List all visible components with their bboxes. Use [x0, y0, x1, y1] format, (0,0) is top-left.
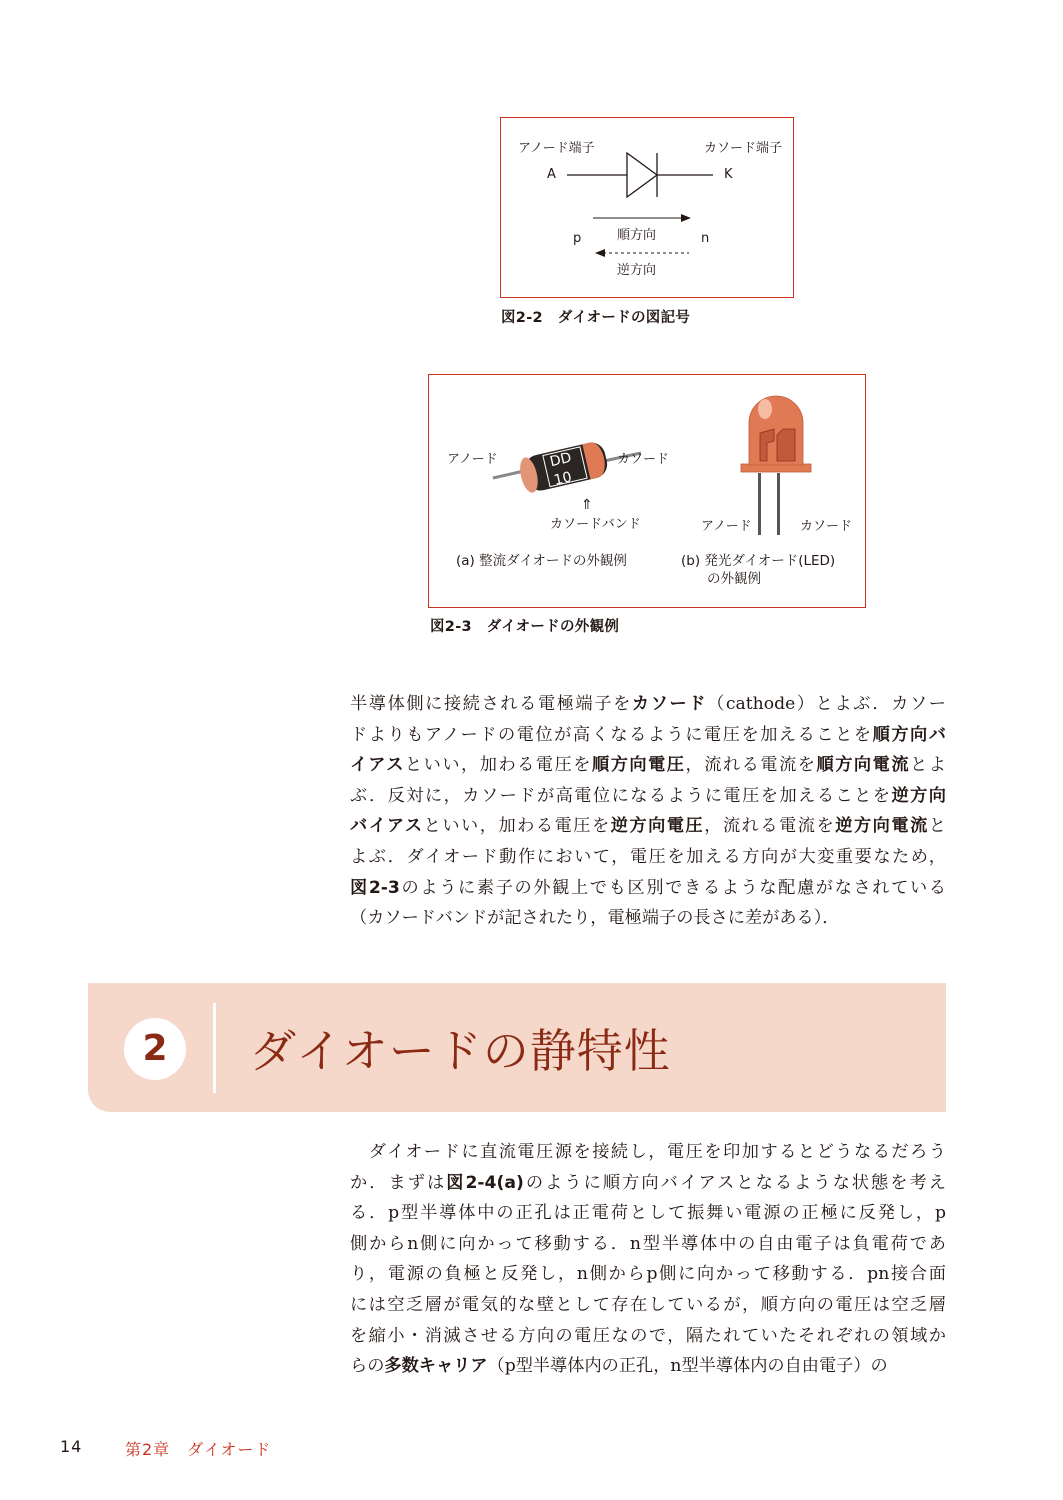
text-run: ，流れる電流を [685, 755, 817, 776]
rectifier-cathode-label: カソード [617, 452, 670, 467]
led-anode-label: アノード [701, 519, 752, 534]
cathode-band-label: カソードバンド [550, 517, 641, 532]
body-paragraph-2 [350, 1137, 946, 1382]
text-run: （p型半導体内の正孔，n型半導体内の自由電子）の [487, 1356, 888, 1377]
section-number: 2 [124, 1018, 186, 1080]
anode-a-label: A [547, 167, 556, 182]
anode-terminal-label: アノード端子 [518, 141, 595, 156]
figure-2-2-caption: 図2-2 ダイオードの図記号 [501, 310, 691, 326]
led-anode-lead [758, 473, 761, 535]
diode-triangle [627, 153, 657, 197]
text-line [350, 1321, 946, 1352]
text-line [350, 689, 946, 720]
figure-diode-appearance [428, 374, 866, 608]
text-run: か．まずは [350, 1172, 447, 1193]
bold-term: 順方向電流 [816, 755, 911, 776]
text-line [350, 1198, 946, 1229]
text-run: を縮小・消滅させる方向の電圧なので，隔たれていたそれぞれの領域か [350, 1325, 946, 1346]
text-run: り，電源の負極と反発し，n側からp側に向かって移動する．pn接合面 [350, 1264, 946, 1285]
led-subcaption-line2: の外観例 [707, 571, 761, 587]
text-run: と [928, 816, 946, 837]
text-run: ダイオードに直流電圧源を接続し，電圧を印加するとどうなるだろう [350, 1142, 946, 1162]
body-paragraph-1 [350, 689, 946, 934]
text-line [350, 903, 946, 934]
n-label: n [701, 231, 710, 246]
text-run: のように順方向バイアスとなるような状態を考え [523, 1172, 946, 1193]
bold-term: 図2-4(a) [446, 1172, 524, 1193]
text-run: ドよりもアノードの電位が高くなるように電圧を加えることを [350, 724, 873, 745]
text-line [350, 781, 946, 812]
led-cathode-label: カソード [800, 519, 853, 534]
text-run: ，流れる電流を [704, 816, 836, 837]
bold-term: 多数キャリア [384, 1356, 488, 1377]
text-line [350, 1137, 946, 1168]
bold-term: 順方向バ [872, 724, 946, 745]
bold-term: バイアス [350, 816, 424, 837]
text-line [350, 811, 946, 842]
forward-arrowhead [681, 214, 691, 222]
led-cathode-anvil [777, 429, 795, 461]
led-subcaption-line1: (b) 発光ダイオード(LED) [681, 553, 836, 569]
text-line [350, 1290, 946, 1321]
text-run: といい，加わる電圧を [423, 816, 611, 837]
rectifier-subcaption: (a) 整流ダイオードの外観例 [456, 553, 627, 569]
figure-diode-symbol [500, 117, 794, 298]
section-title: ダイオードの静特性 [250, 1024, 671, 1078]
text-line [350, 1259, 946, 1290]
text-run: とよ [910, 755, 946, 776]
rectifier-anode-label: アノード [447, 452, 498, 467]
text-run: 半導体側に接続される電極端子を [350, 694, 632, 714]
page-number: 14 [60, 1437, 83, 1456]
bold-term: 順方向電圧 [592, 755, 686, 776]
text-run: （cathode）とよぶ．カソー [707, 694, 946, 714]
text-line [350, 1168, 946, 1199]
text-line [350, 1351, 946, 1382]
reverse-arrowhead [595, 249, 605, 257]
p-label: p [573, 231, 582, 246]
text-line [350, 1229, 946, 1260]
forward-label: 順方向 [617, 228, 657, 243]
text-run: ぶ．反対に，カソードが高電位になるように電圧を加えることを [350, 785, 892, 806]
section-divider [213, 1003, 216, 1093]
text-run: 側からn側に向かって移動する．n型半導体中の自由電子は負電荷であ [350, 1233, 946, 1254]
bold-term: 逆方向電流 [835, 816, 929, 837]
chapter-label: 第2章 ダイオード [125, 1440, 272, 1459]
text-run: らの [350, 1356, 385, 1377]
cathode-terminal-label: カソード端子 [704, 141, 783, 156]
text-run: のように素子の外観上でも区別できるような配慮がなされている [399, 877, 946, 898]
cathode-k-label: K [724, 167, 733, 182]
bold-term: 逆方向 [891, 785, 946, 806]
rectifier-marking-1: DD [548, 449, 574, 471]
led-highlight [758, 399, 772, 419]
text-run: には空乏層が電気的な壁として存在しているが，順方向の電圧は空乏層 [350, 1294, 946, 1315]
bold-term: 図2-3 [350, 877, 400, 898]
bold-term: イアス [350, 755, 405, 776]
text-run: （カソードバンドが記されたり，電極端子の長さに差がある）． [350, 908, 840, 929]
text-line [350, 750, 946, 781]
text-run: といい，加わる電圧を [404, 755, 592, 776]
text-run: よぶ．ダイオード動作において，電圧を加える方向が大変重要なため， [350, 846, 946, 867]
bold-term: カソード [631, 694, 708, 714]
bold-term: 逆方向電圧 [610, 816, 705, 837]
text-line [350, 873, 946, 904]
led-cathode-lead [777, 473, 780, 535]
text-line [350, 842, 946, 873]
diode-appearance-drawing [429, 375, 867, 609]
text-line [350, 720, 946, 751]
text-run: る．p型半導体中の正孔は正電荷として振舞い電源の正極に反発し，p [350, 1203, 946, 1224]
figure-2-3-caption: 図2-3 ダイオードの外観例 [430, 619, 620, 635]
rectifier-anode-lead [493, 471, 524, 478]
rectifier-marking-2: 10 [552, 469, 574, 489]
reverse-label: 逆方向 [617, 263, 657, 278]
cathode-band-arrow: ⇑ [581, 497, 593, 513]
